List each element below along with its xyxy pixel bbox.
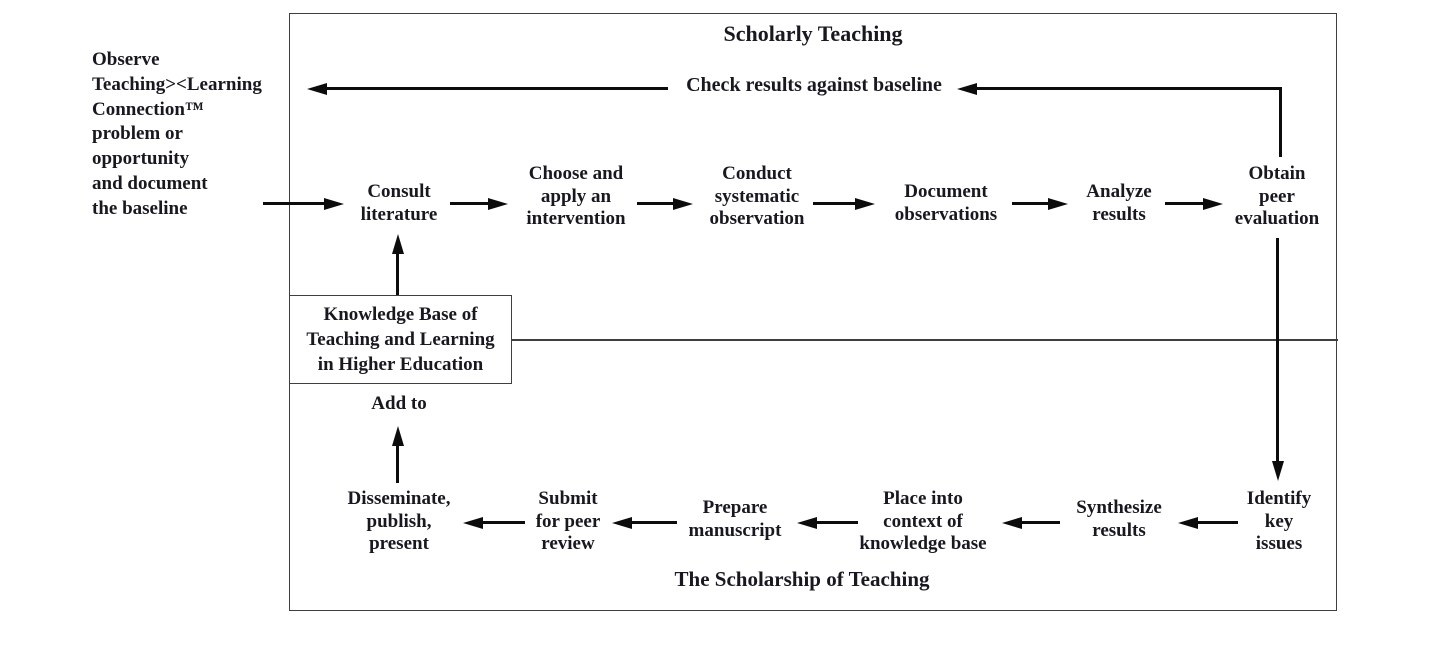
node-line: Prepare (702, 497, 768, 518)
feedback-corner-line (1279, 87, 1282, 157)
node-line: manuscript (688, 519, 782, 541)
arrow-place-to-prepare (816, 521, 858, 524)
node-line: Identify (1246, 488, 1312, 509)
node-line: observation (709, 208, 805, 229)
scholarship-of-teaching-title: The Scholarship of Teaching (674, 567, 930, 591)
arrow-choose-to-conduct (637, 202, 674, 205)
node-line: review (541, 533, 595, 554)
node-choose-apply-intervention (526, 163, 625, 231)
node-line: Place into (883, 488, 963, 509)
note-line: the baseline (92, 197, 188, 219)
node-line: peer (1259, 185, 1295, 207)
arrow-identify-to-synthesize (1197, 521, 1238, 524)
arrow-submit-to-disseminate (482, 521, 525, 524)
node-document-observations (895, 181, 997, 226)
node-line: results (1092, 203, 1146, 225)
node-line: Obtain (1248, 163, 1306, 184)
node-line: Choose and (528, 163, 624, 184)
arrow-knowledge-base-to-consult (396, 253, 399, 295)
note-line: Connection™ (92, 98, 204, 120)
note-line: problem or (92, 123, 183, 145)
knowledge-base-box (289, 295, 512, 384)
node-place-into-context (859, 488, 986, 556)
arrow-prepare-to-submit (631, 521, 677, 524)
note-line: Observe (92, 49, 160, 70)
node-line: literature (360, 203, 438, 225)
arrow-baseline-entry (263, 202, 325, 205)
kb-line: in Higher Education (317, 354, 484, 375)
arrow-conduct-to-document (813, 202, 856, 205)
node-consult-literature (361, 181, 438, 226)
note-line: and document (92, 172, 208, 194)
kb-line: Teaching and Learning (306, 329, 495, 350)
arrow-analyze-to-obtain (1165, 202, 1204, 205)
arrow-consult-to-choose (450, 202, 489, 205)
arrow-synthesize-to-place (1021, 521, 1060, 524)
node-line: knowledge base (859, 533, 987, 554)
node-line: apply an (540, 185, 612, 207)
node-line: Synthesize (1076, 497, 1162, 518)
node-line: Disseminate, (347, 488, 451, 509)
node-line: Analyze (1086, 181, 1152, 202)
node-line: present (369, 533, 429, 554)
node-line: evaluation (1234, 208, 1320, 229)
arrow-feedback-to-observe (326, 87, 668, 90)
section-divider-line (511, 339, 1338, 341)
kb-line: Knowledge Base of (323, 304, 478, 325)
node-line: Consult (367, 181, 431, 202)
arrow-document-to-analyze (1012, 202, 1049, 205)
node-identify-key-issues (1247, 488, 1311, 556)
node-disseminate-publish-present (348, 488, 451, 556)
check-results-label: Check results against baseline (686, 74, 942, 96)
observe-baseline-note (92, 48, 262, 222)
arrow-disseminate-to-add-to (396, 445, 399, 483)
node-line: intervention (526, 208, 626, 229)
node-synthesize-results (1076, 497, 1162, 542)
node-line: context of (883, 510, 963, 532)
node-line: systematic (714, 185, 800, 207)
node-line: Submit (538, 488, 598, 509)
scholarly-teaching-title: Scholarly Teaching (723, 21, 903, 46)
node-line: observations (894, 203, 998, 225)
arrow-obtain-to-identify (1276, 238, 1279, 462)
node-obtain-peer-evaluation (1235, 163, 1319, 231)
add-to-label: Add to (371, 393, 427, 414)
node-line: results (1092, 519, 1146, 541)
node-line: Conduct (722, 163, 792, 184)
note-line: Teaching><Learning (92, 73, 262, 95)
arrow-feedback-from-peer-evaluation (976, 87, 1282, 90)
node-line: key (1264, 510, 1294, 532)
node-line: Document (904, 181, 988, 202)
node-line: issues (1255, 533, 1303, 554)
note-line: opportunity (92, 148, 190, 170)
node-conduct-systematic-observation (710, 163, 805, 231)
node-analyze-results (1086, 181, 1151, 226)
node-line: publish, (366, 510, 432, 532)
node-submit-for-peer-review (536, 488, 601, 556)
node-prepare-manuscript (689, 497, 782, 542)
node-line: for peer (535, 510, 601, 532)
